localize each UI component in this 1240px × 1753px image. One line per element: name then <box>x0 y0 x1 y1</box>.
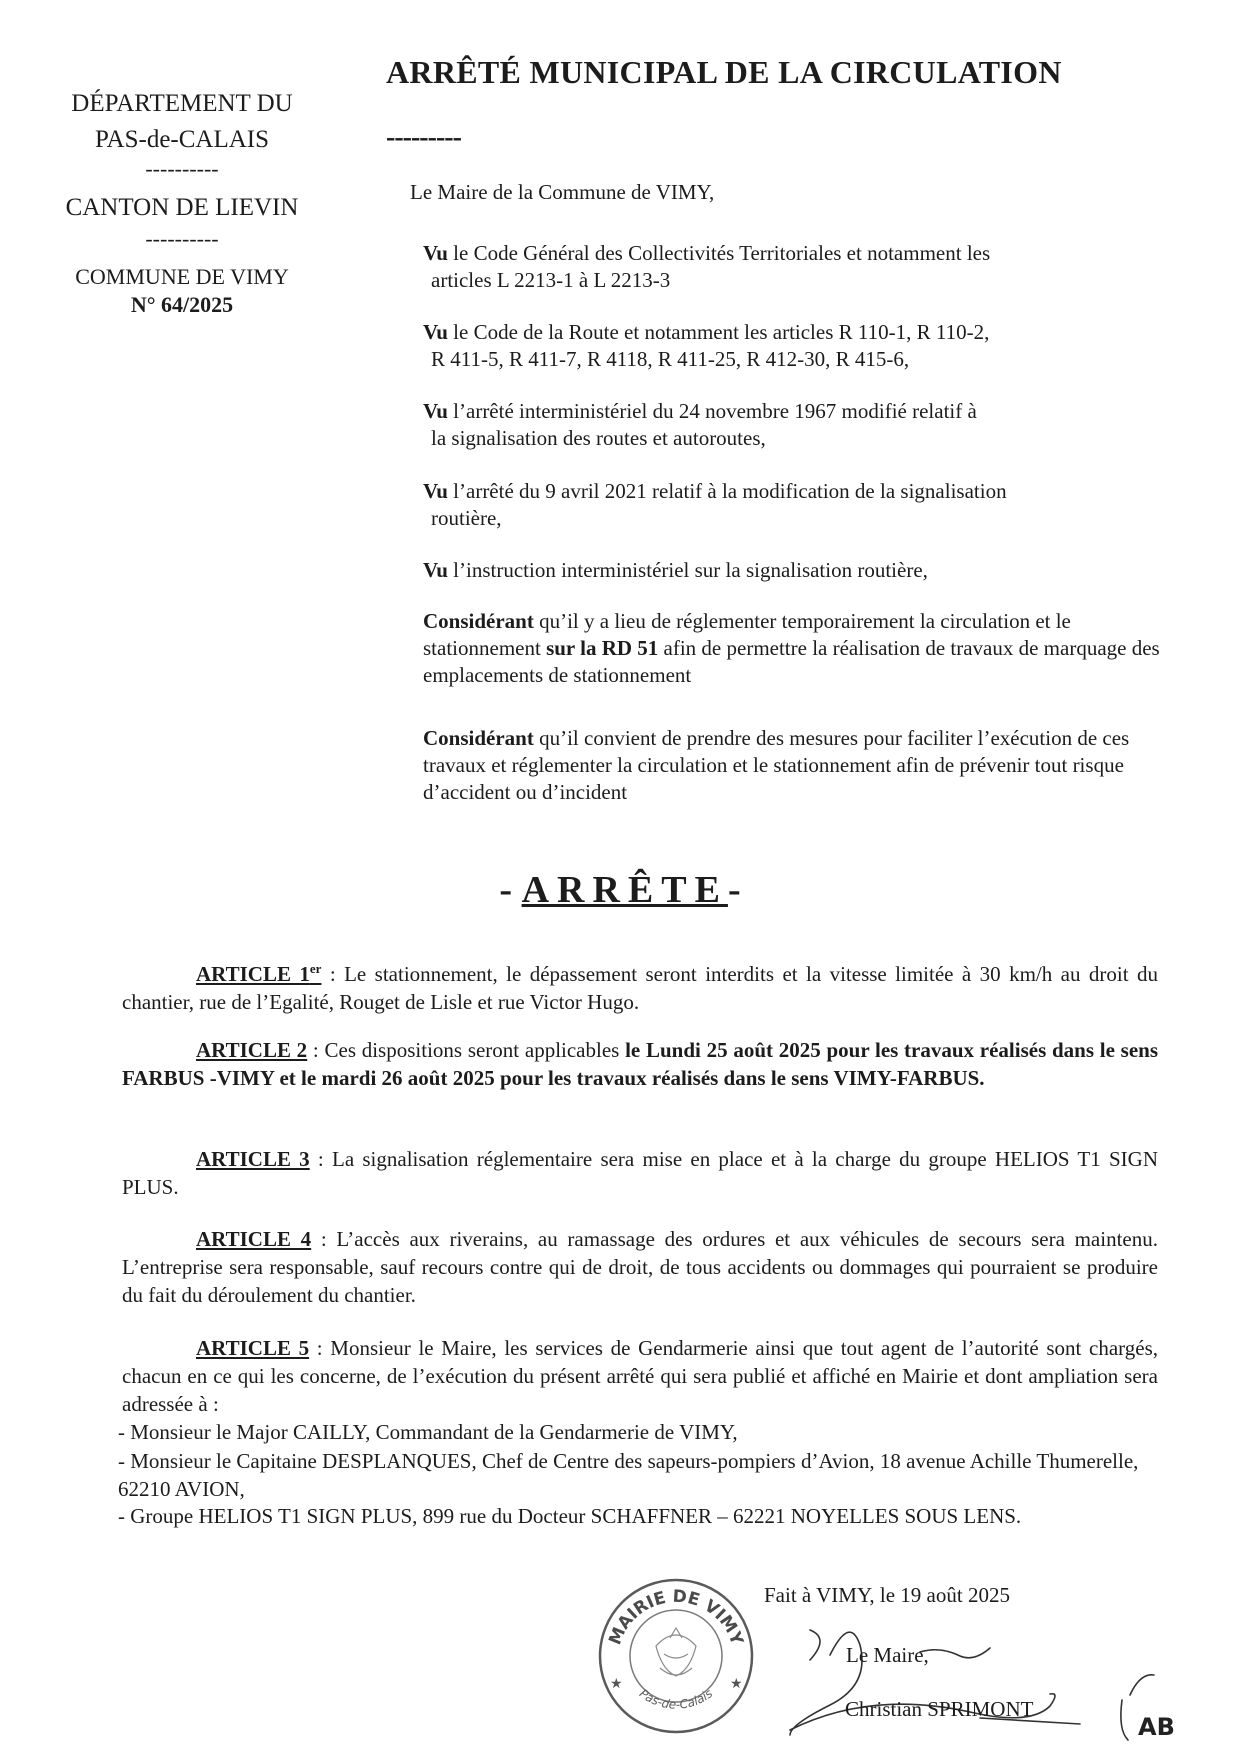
article-text: : Ces dispositions seront applicables <box>307 1038 626 1062</box>
svg-text:★: ★ <box>610 1677 623 1692</box>
stamp-top-text: MAIRIE DE VIMY <box>605 1586 747 1648</box>
vu-clause <box>423 398 1183 452</box>
arrete-heading <box>0 868 1240 912</box>
title-separator: --------- <box>386 122 461 153</box>
mairie-seal-stamp <box>596 1576 756 1736</box>
article-4 <box>122 1225 1158 1309</box>
commune-name: COMMUNE DE VIMY <box>75 264 289 289</box>
considerant-lead: Considérant <box>423 609 534 633</box>
considerant-text-end: afin de permettre la réalisation de travaux de marquage des emplacements de stationnement <box>423 636 1160 687</box>
arrete-dash: - <box>499 869 522 911</box>
article-text: : Monsieur le Maire, les services de Gendarmerie ainsi que tout agent de l’autorité sont chargés, chacun en ce qui les concerne, de l’exécution du présent arrêté qui sera publié et affiché en Mairie et dont ampliation sera adressée à : <box>122 1336 1158 1416</box>
vu-lead: Vu <box>423 399 448 423</box>
article-label: ARTICLE 1er <box>196 961 322 986</box>
article-text: : La signalisation réglementaire sera mise en place et à la charge du groupe HELIOS T1 SIGN PLUS. <box>122 1147 1158 1199</box>
vu-text: l’arrêté interministériel du 24 novembre 1967 modifié relatif à <box>447 399 977 423</box>
arrete-word: ARRÊTE <box>521 869 728 911</box>
signatory-name: Christian SPRIMONT <box>845 1697 1034 1721</box>
vu-text: l’instruction interministériel sur la signalisation routière, <box>447 558 928 582</box>
canton-name: CANTON DE LIEVIN <box>65 194 299 221</box>
vu-lead: Vu <box>423 320 448 344</box>
vu-lead: Vu <box>423 558 448 582</box>
svg-text:Pas-de-Calais <box>637 1686 715 1711</box>
vu-text: le Code de la Route et notamment les articles R 110-1, R 110-2, <box>447 320 990 344</box>
initials-mark: AB <box>1138 1713 1175 1741</box>
svg-text:★: ★ <box>730 1677 743 1692</box>
article-label: ARTICLE 3 <box>196 1147 310 1171</box>
article-dates: le Lundi 25 août 2025 pour les travaux réalisés dans le sens FARBUS -VIMY et le mardi 26 août 2025 pour les travaux réalisés dans le sens VIMY-FARBUS. <box>122 1038 1158 1090</box>
vu-text: le Code Général des Collectivités Territoriales et notamment les <box>447 241 991 265</box>
considerant-text: qu’il y a lieu de réglementer temporairement la circulation et le stationnement <box>423 609 1071 660</box>
article-label: ARTICLE 2 <box>196 1038 308 1062</box>
vu-text-cont: articles L 2213-1 à L 2213-3 <box>431 268 671 292</box>
separator: ---------- <box>145 226 219 251</box>
vu-text-cont: la signalisation des routes et autoroutes, <box>431 426 766 450</box>
signatory-role: Le Maire, <box>846 1643 929 1667</box>
article-text: : L’accès aux riverains, au ramassage des ordures et aux véhicules de secours sera maintenu. L’entreprise sera responsable, sauf recours contre qui de droit, de tous accidents ou dommages qui pourraient se produire du fait du déroulement du chantier. <box>122 1227 1158 1307</box>
vu-clause <box>423 319 1183 373</box>
intro-line: Le Maire de la Commune de VIMY, <box>410 180 715 204</box>
document-title: ARRÊTÉ MUNICIPAL DE LA CIRCULATION <box>386 54 1062 90</box>
article-5 <box>122 1334 1158 1418</box>
considerant-clause <box>423 608 1183 689</box>
considerant-clause <box>423 725 1183 806</box>
recipient-item: - Monsieur le Capitaine DESPLANQUES, Chef de Centre des sapeurs-pompiers d’Avion, 18 avenue Achille Thumerelle, 62210 AVION, <box>118 1449 1139 1501</box>
vu-clause <box>423 240 1183 294</box>
article-text: : Le stationnement, le dépassement seront interdits et la vitesse limitée à 30 km/h au droit du chantier, rue de l’Egalité, Rouget de Lisle et rue Victor Hugo. <box>122 962 1158 1014</box>
article-label: ARTICLE 4 <box>196 1227 312 1251</box>
vu-text-cont: R 411-5, R 411-7, R 4118, R 411-25, R 412-30, R 415-6, <box>431 347 910 371</box>
decree-number: N° 64/2025 <box>130 292 234 317</box>
recipient-item: - Monsieur le Major CAILLY, Commandant de la Gendarmerie de VIMY, <box>118 1420 738 1444</box>
vu-text: l’arrêté du 9 avril 2021 relatif à la modification de la signalisation <box>447 479 1007 503</box>
considerant-road: sur la RD 51 <box>546 636 659 660</box>
vu-text-cont: routière, <box>431 506 502 530</box>
vu-clause <box>423 557 1183 584</box>
svg-text:MAIRIE DE VIMY <box>605 1587 747 1649</box>
handwritten-signature <box>770 1600 1190 1750</box>
article-label: ARTICLE 5 <box>196 1336 310 1360</box>
department-label: DÉPARTEMENT DU <box>71 90 293 117</box>
article-1 <box>122 955 1158 1016</box>
place-date: Fait à VIMY, le 19 août 2025 <box>764 1583 1010 1607</box>
department-name: PAS-de-CALAIS <box>94 126 270 153</box>
considerant-text: qu’il convient de prendre des mesures pour faciliter l’exécution de ces travaux et réglementer la circulation et le stationnement afin de prévenir tout risque d’accident ou d’incident <box>423 726 1130 804</box>
separator: ---------- <box>145 156 219 181</box>
article-2 <box>122 1036 1158 1092</box>
stamp-bottom-text: Pas-de-Calais <box>636 1686 716 1712</box>
vu-lead: Vu <box>423 241 448 265</box>
article-sup: er <box>309 961 322 976</box>
vu-clause <box>423 478 1183 532</box>
considerant-lead: Considérant <box>423 726 534 750</box>
recipient-item: - Groupe HELIOS T1 SIGN PLUS, 899 rue du Docteur SCHAFFNER – 62221 NOYELLES SOUS LENS. <box>118 1504 1022 1528</box>
arrete-dash: - <box>727 869 741 911</box>
article-3 <box>122 1145 1158 1201</box>
vu-lead: Vu <box>423 479 448 503</box>
